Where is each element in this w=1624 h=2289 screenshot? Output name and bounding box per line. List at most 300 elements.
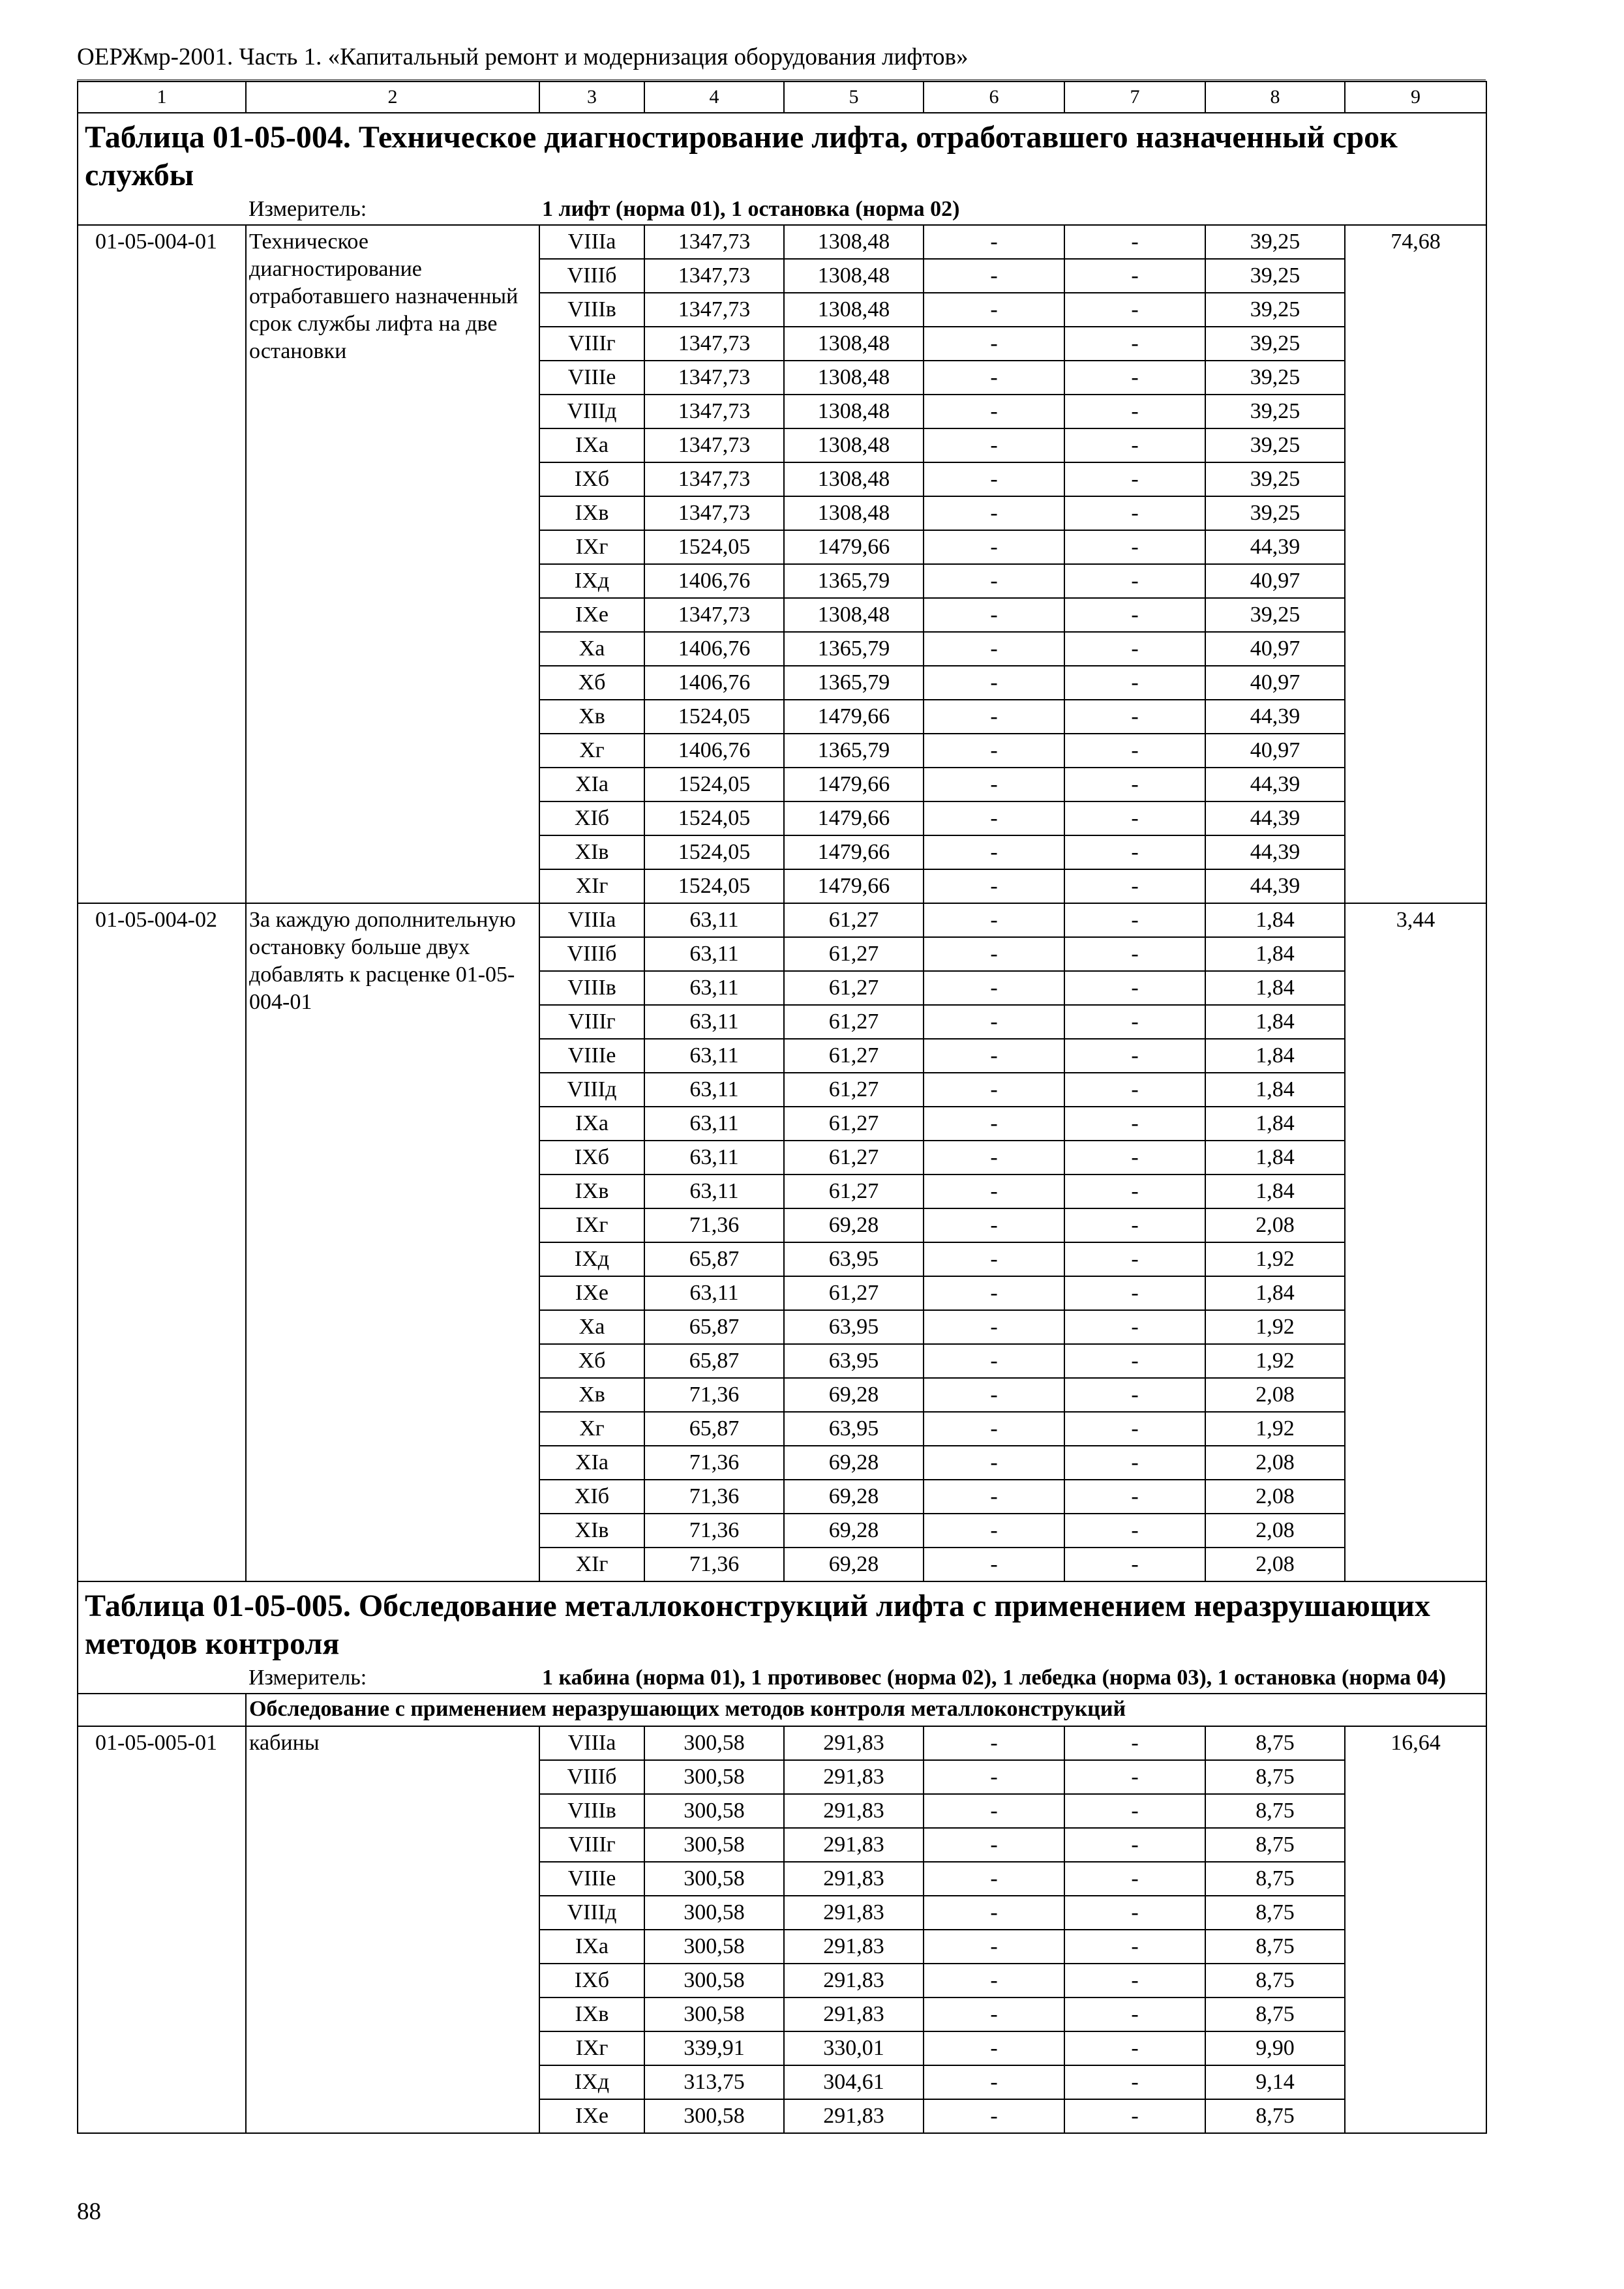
- table-cell: -: [924, 1039, 1064, 1073]
- table-cell: 71,36: [644, 1446, 784, 1480]
- table-cell: -: [1064, 1073, 1205, 1107]
- table-cell: -: [924, 1073, 1064, 1107]
- table-cell: 65,87: [644, 1344, 784, 1378]
- table-cell: 39,25: [1205, 428, 1345, 462]
- table-cell: XIг: [539, 869, 644, 903]
- table-cell: 1308,48: [784, 293, 924, 327]
- table-cell: VIIIг: [539, 1828, 644, 1862]
- table-cell: -: [924, 903, 1064, 937]
- table-cell: -: [924, 1107, 1064, 1141]
- table-cell: VIIIе: [539, 1039, 644, 1073]
- table-title: Таблица 01-05-005. Обследование металлоконструкций лифта с применением неразрушающих методов контроля: [78, 1581, 1486, 1663]
- table-cell: 69,28: [784, 1514, 924, 1548]
- table-cell: -: [924, 1514, 1064, 1548]
- table-cell: -: [924, 1480, 1064, 1514]
- table-cell: XIа: [539, 768, 644, 801]
- table-cell: 63,95: [784, 1242, 924, 1276]
- table-cell: 1365,79: [784, 632, 924, 666]
- table-cell: 44,39: [1205, 869, 1345, 903]
- table-cell: -: [1064, 564, 1205, 598]
- section-header-row: [78, 1694, 1486, 1726]
- table-cell: 69,28: [784, 1208, 924, 1242]
- table-cell: -: [1064, 801, 1205, 835]
- table-cell: 1524,05: [644, 768, 784, 801]
- table-cell: -: [924, 530, 1064, 564]
- table-cell: VIIIв: [539, 971, 644, 1005]
- table-cell: 300,58: [644, 1997, 784, 2031]
- table-cell: -: [1064, 1276, 1205, 1310]
- table-cell: -: [1064, 1997, 1205, 2031]
- column-number: 6: [924, 82, 1064, 113]
- table-cell: -: [1064, 327, 1205, 361]
- table-cell: 1,84: [1205, 1107, 1345, 1141]
- table-cell: -: [1064, 869, 1205, 903]
- table-cell: IXв: [539, 496, 644, 530]
- table-cell: 9,14: [1205, 2065, 1345, 2099]
- rate-col9: 74,68: [1345, 225, 1486, 903]
- table-cell: -: [1064, 1378, 1205, 1412]
- rate-code: 01-05-005-01: [78, 1726, 246, 2133]
- table-cell: -: [1064, 903, 1205, 937]
- table-cell: -: [924, 2099, 1064, 2133]
- table-row: [78, 225, 1486, 259]
- table-cell: -: [924, 1005, 1064, 1039]
- table-cell: 63,11: [644, 937, 784, 971]
- table-cell: 2,08: [1205, 1480, 1345, 1514]
- table-cell: -: [924, 1446, 1064, 1480]
- table-cell: 69,28: [784, 1378, 924, 1412]
- table-cell: -: [924, 937, 1064, 971]
- table-cell: 61,27: [784, 903, 924, 937]
- table-cell: 330,01: [784, 2031, 924, 2065]
- table-cell: -: [924, 1378, 1064, 1412]
- table-cell: 1406,76: [644, 734, 784, 768]
- table-cell: 291,83: [784, 1964, 924, 1997]
- table-cell: -: [924, 395, 1064, 428]
- table-cell: 1406,76: [644, 632, 784, 666]
- table-cell: -: [924, 1412, 1064, 1446]
- table-cell: 71,36: [644, 1514, 784, 1548]
- table-cell: 1308,48: [784, 496, 924, 530]
- table-cell: 1347,73: [644, 327, 784, 361]
- table-cell: 8,75: [1205, 1862, 1345, 1896]
- table-row: [78, 903, 1486, 937]
- table-cell: 63,95: [784, 1412, 924, 1446]
- table-cell: 300,58: [644, 1760, 784, 1794]
- table-cell: -: [1064, 666, 1205, 700]
- table-cell: -: [924, 462, 1064, 496]
- table-cell: -: [1064, 734, 1205, 768]
- table-cell: -: [1064, 700, 1205, 734]
- table-cell: 339,91: [644, 2031, 784, 2065]
- table-cell: -: [1064, 835, 1205, 869]
- table-cell: 63,11: [644, 903, 784, 937]
- table-cell: 2,08: [1205, 1446, 1345, 1480]
- table-cell: 1308,48: [784, 428, 924, 462]
- measure-spacer: [78, 1663, 246, 1694]
- table-cell: 65,87: [644, 1242, 784, 1276]
- table-cell: XIв: [539, 1514, 644, 1548]
- table-cell: -: [924, 1760, 1064, 1794]
- table-cell: 39,25: [1205, 259, 1345, 293]
- table-cell: 2,08: [1205, 1378, 1345, 1412]
- table-cell: 2,08: [1205, 1548, 1345, 1581]
- table-cell: -: [924, 768, 1064, 801]
- rate-col9: 3,44: [1345, 903, 1486, 1581]
- table-cell: 291,83: [784, 1862, 924, 1896]
- table-row: [78, 1726, 1486, 1760]
- table-cell: 291,83: [784, 1896, 924, 1930]
- table-cell: 63,11: [644, 1073, 784, 1107]
- table-cell: 1,84: [1205, 1005, 1345, 1039]
- table-cell: IXв: [539, 1997, 644, 2031]
- table-cell: Xб: [539, 666, 644, 700]
- table-cell: -: [1064, 1039, 1205, 1073]
- rate-col9: 16,64: [1345, 1726, 1486, 2133]
- table-cell: 1365,79: [784, 666, 924, 700]
- measure-value: 1 кабина (норма 01), 1 противовес (норма 02), 1 лебедка (норма 03), 1 остановка (норма 04): [539, 1663, 1486, 1694]
- table-cell: 1347,73: [644, 462, 784, 496]
- table-cell: 1308,48: [784, 361, 924, 395]
- table-cell: -: [1064, 1107, 1205, 1141]
- table-cell: 9,90: [1205, 2031, 1345, 2065]
- table-cell: VIIIв: [539, 293, 644, 327]
- table-cell: 300,58: [644, 1896, 784, 1930]
- table-cell: 1347,73: [644, 496, 784, 530]
- table-cell: 300,58: [644, 1964, 784, 1997]
- table-cell: -: [1064, 1726, 1205, 1760]
- table-cell: -: [1064, 971, 1205, 1005]
- table-title-row: [78, 113, 1486, 194]
- table-cell: 61,27: [784, 1276, 924, 1310]
- table-cell: 71,36: [644, 1378, 784, 1412]
- table-cell: 1524,05: [644, 801, 784, 835]
- table-cell: -: [924, 225, 1064, 259]
- table-cell: -: [1064, 1548, 1205, 1581]
- table-cell: -: [1064, 428, 1205, 462]
- table-cell: 1479,66: [784, 801, 924, 835]
- table-cell: -: [924, 700, 1064, 734]
- table-cell: IXа: [539, 1930, 644, 1964]
- table-cell: 1524,05: [644, 835, 784, 869]
- column-number: 1: [78, 82, 246, 113]
- table-cell: 1479,66: [784, 869, 924, 903]
- measure-row: [78, 1663, 1486, 1694]
- section-header-spacer: [78, 1694, 246, 1726]
- table-cell: 8,75: [1205, 1997, 1345, 2031]
- table-cell: IXа: [539, 1107, 644, 1141]
- table-cell: 40,97: [1205, 734, 1345, 768]
- table-cell: -: [924, 734, 1064, 768]
- table-cell: 291,83: [784, 1828, 924, 1862]
- table-cell: IXд: [539, 564, 644, 598]
- table-cell: 1479,66: [784, 835, 924, 869]
- table-cell: IXб: [539, 1141, 644, 1174]
- table-cell: IXб: [539, 462, 644, 496]
- table-cell: -: [924, 361, 1064, 395]
- table-cell: IXг: [539, 1208, 644, 1242]
- table-cell: 39,25: [1205, 293, 1345, 327]
- table-cell: 1308,48: [784, 598, 924, 632]
- table-cell: 65,87: [644, 1412, 784, 1446]
- table-cell: XIа: [539, 1446, 644, 1480]
- table-cell: -: [924, 428, 1064, 462]
- table-cell: 39,25: [1205, 598, 1345, 632]
- table-cell: 300,58: [644, 1930, 784, 1964]
- table-cell: 69,28: [784, 1480, 924, 1514]
- table-cell: 63,95: [784, 1310, 924, 1344]
- table-cell: 8,75: [1205, 1964, 1345, 1997]
- table-cell: 8,75: [1205, 1794, 1345, 1828]
- table-cell: 1,84: [1205, 971, 1345, 1005]
- table-cell: -: [1064, 2099, 1205, 2133]
- table-cell: -: [1064, 1310, 1205, 1344]
- table-cell: VIIIб: [539, 1760, 644, 1794]
- rates-table: [77, 81, 1487, 2134]
- table-cell: 61,27: [784, 971, 924, 1005]
- table-cell: -: [1064, 1208, 1205, 1242]
- table-cell: IXг: [539, 2031, 644, 2065]
- table-cell: 8,75: [1205, 1896, 1345, 1930]
- table-cell: 1,92: [1205, 1242, 1345, 1276]
- table-cell: 71,36: [644, 1480, 784, 1514]
- table-cell: 44,39: [1205, 801, 1345, 835]
- table-cell: -: [924, 835, 1064, 869]
- table-cell: -: [924, 1896, 1064, 1930]
- table-cell: 63,11: [644, 1174, 784, 1208]
- table-cell: 291,83: [784, 1726, 924, 1760]
- table-cell: -: [924, 971, 1064, 1005]
- table-cell: -: [924, 1242, 1064, 1276]
- table-cell: VIIIа: [539, 225, 644, 259]
- table-cell: 300,58: [644, 1794, 784, 1828]
- table-cell: -: [1064, 768, 1205, 801]
- table-cell: VIIIе: [539, 1862, 644, 1896]
- table-cell: 1,84: [1205, 1039, 1345, 1073]
- table-cell: -: [924, 1208, 1064, 1242]
- table-cell: 63,11: [644, 1141, 784, 1174]
- table-cell: -: [1064, 1174, 1205, 1208]
- table-cell: -: [924, 1997, 1064, 2031]
- table-cell: -: [1064, 1794, 1205, 1828]
- table-cell: 39,25: [1205, 225, 1345, 259]
- column-number: 4: [644, 82, 784, 113]
- table-cell: VIIIд: [539, 1896, 644, 1930]
- table-cell: 8,75: [1205, 2099, 1345, 2133]
- table-cell: -: [1064, 1005, 1205, 1039]
- table-cell: -: [1064, 1760, 1205, 1794]
- table-cell: 300,58: [644, 1726, 784, 1760]
- table-cell: -: [1064, 632, 1205, 666]
- table-cell: VIIIб: [539, 259, 644, 293]
- table-cell: -: [924, 259, 1064, 293]
- table-cell: 1347,73: [644, 225, 784, 259]
- table-cell: 39,25: [1205, 395, 1345, 428]
- table-cell: 300,58: [644, 1862, 784, 1896]
- table-cell: 1,84: [1205, 1174, 1345, 1208]
- table-cell: 8,75: [1205, 1828, 1345, 1862]
- table-cell: 63,11: [644, 1107, 784, 1141]
- table-cell: 8,75: [1205, 1726, 1345, 1760]
- table-cell: -: [924, 666, 1064, 700]
- rate-name: За каждую дополнительную остановку больше двух добавлять к расценке 01-05-004-01: [246, 903, 539, 1581]
- table-cell: 65,87: [644, 1310, 784, 1344]
- table-cell: Xг: [539, 734, 644, 768]
- table-cell: -: [1064, 395, 1205, 428]
- table-cell: -: [924, 1930, 1064, 1964]
- table-cell: -: [924, 1344, 1064, 1378]
- table-cell: VIIIа: [539, 903, 644, 937]
- table-cell: 61,27: [784, 937, 924, 971]
- running-header: ОЕРЖмр-2001. Часть 1. «Капитальный ремонт и модернизация оборудования лифтов»: [77, 39, 1486, 82]
- column-number: 7: [1064, 82, 1205, 113]
- table-cell: 44,39: [1205, 768, 1345, 801]
- table-cell: XIб: [539, 801, 644, 835]
- table-cell: -: [924, 869, 1064, 903]
- table-cell: 1479,66: [784, 768, 924, 801]
- table-cell: 63,95: [784, 1344, 924, 1378]
- table-cell: Xв: [539, 700, 644, 734]
- table-cell: 1365,79: [784, 564, 924, 598]
- table-cell: -: [924, 1276, 1064, 1310]
- table-cell: 1308,48: [784, 225, 924, 259]
- column-number: 3: [539, 82, 644, 113]
- table-cell: 313,75: [644, 2065, 784, 2099]
- column-number: 8: [1205, 82, 1345, 113]
- table-cell: -: [1064, 1930, 1205, 1964]
- table-cell: 69,28: [784, 1446, 924, 1480]
- table-cell: -: [1064, 598, 1205, 632]
- table-cell: -: [1064, 293, 1205, 327]
- table-cell: 44,39: [1205, 835, 1345, 869]
- rate-code: 01-05-004-02: [78, 903, 246, 1581]
- measure-label: Измеритель:: [246, 194, 539, 225]
- table-cell: 1,84: [1205, 1141, 1345, 1174]
- table-cell: Xв: [539, 1378, 644, 1412]
- table-cell: 8,75: [1205, 1930, 1345, 1964]
- table-cell: 291,83: [784, 1930, 924, 1964]
- table-cell: 61,27: [784, 1039, 924, 1073]
- table-cell: 300,58: [644, 2099, 784, 2133]
- table-cell: IXа: [539, 428, 644, 462]
- table-title-row: [78, 1581, 1486, 1663]
- table-cell: -: [1064, 1344, 1205, 1378]
- table-cell: VIIIг: [539, 327, 644, 361]
- table-cell: 61,27: [784, 1005, 924, 1039]
- table-cell: -: [924, 598, 1064, 632]
- table-cell: -: [924, 293, 1064, 327]
- table-cell: 1347,73: [644, 598, 784, 632]
- table-cell: -: [924, 1794, 1064, 1828]
- table-cell: -: [924, 1141, 1064, 1174]
- table-cell: -: [1064, 1480, 1205, 1514]
- table-cell: 1308,48: [784, 462, 924, 496]
- table-cell: -: [924, 632, 1064, 666]
- table-cell: 1347,73: [644, 361, 784, 395]
- table-cell: IXб: [539, 1964, 644, 1997]
- table-cell: 1,84: [1205, 1276, 1345, 1310]
- table-cell: 61,27: [784, 1073, 924, 1107]
- table-cell: 40,97: [1205, 666, 1345, 700]
- table-body: [78, 82, 1486, 2133]
- table-cell: 1365,79: [784, 734, 924, 768]
- table-cell: -: [1064, 1828, 1205, 1862]
- table-title: Таблица 01-05-004. Техническое диагностирование лифта, отработавшего назначенный срок службы: [78, 113, 1486, 194]
- table-cell: -: [924, 1548, 1064, 1581]
- table-cell: 300,58: [644, 1828, 784, 1862]
- table-cell: -: [1064, 225, 1205, 259]
- table-cell: -: [1064, 496, 1205, 530]
- table-cell: 304,61: [784, 2065, 924, 2099]
- table-cell: -: [1064, 1412, 1205, 1446]
- table-cell: XIв: [539, 835, 644, 869]
- table-cell: -: [924, 1828, 1064, 1862]
- table-cell: 1308,48: [784, 395, 924, 428]
- table-cell: 1479,66: [784, 530, 924, 564]
- table-cell: IXг: [539, 530, 644, 564]
- table-cell: 61,27: [784, 1174, 924, 1208]
- table-cell: 291,83: [784, 1997, 924, 2031]
- table-cell: IXе: [539, 2099, 644, 2133]
- table-cell: 2,08: [1205, 1208, 1345, 1242]
- table-cell: 1308,48: [784, 327, 924, 361]
- table-cell: 1,92: [1205, 1412, 1345, 1446]
- table-cell: 44,39: [1205, 700, 1345, 734]
- table-cell: -: [1064, 1862, 1205, 1896]
- column-number: 2: [246, 82, 539, 113]
- table-cell: 39,25: [1205, 327, 1345, 361]
- table-cell: 1347,73: [644, 293, 784, 327]
- table-cell: 1406,76: [644, 564, 784, 598]
- table-cell: IXд: [539, 1242, 644, 1276]
- table-cell: 63,11: [644, 971, 784, 1005]
- measure-value: 1 лифт (норма 01), 1 остановка (норма 02): [539, 194, 1486, 225]
- table-cell: -: [924, 801, 1064, 835]
- table-cell: 1,92: [1205, 1310, 1345, 1344]
- table-cell: -: [1064, 1446, 1205, 1480]
- table-cell: -: [1064, 2065, 1205, 2099]
- table-cell: 1479,66: [784, 700, 924, 734]
- table-cell: -: [1064, 937, 1205, 971]
- column-number-row: [78, 82, 1486, 113]
- table-cell: VIIIг: [539, 1005, 644, 1039]
- table-cell: -: [924, 1174, 1064, 1208]
- table-cell: 61,27: [784, 1141, 924, 1174]
- table-cell: -: [924, 1310, 1064, 1344]
- table-cell: 39,25: [1205, 496, 1345, 530]
- table-cell: -: [1064, 530, 1205, 564]
- table-cell: 71,36: [644, 1548, 784, 1581]
- measure-spacer: [78, 194, 246, 225]
- table-cell: -: [924, 2065, 1064, 2099]
- table-cell: 1308,48: [784, 259, 924, 293]
- table-cell: 71,36: [644, 1208, 784, 1242]
- table-cell: IXе: [539, 598, 644, 632]
- table-cell: 291,83: [784, 1760, 924, 1794]
- table-cell: 1347,73: [644, 428, 784, 462]
- column-number: 5: [784, 82, 924, 113]
- table-cell: 44,39: [1205, 530, 1345, 564]
- measure-row: [78, 194, 1486, 225]
- table-cell: -: [924, 327, 1064, 361]
- table-cell: -: [924, 1726, 1064, 1760]
- table-cell: 291,83: [784, 1794, 924, 1828]
- rate-name: кабины: [246, 1726, 539, 2133]
- table-cell: -: [1064, 259, 1205, 293]
- table-cell: Xг: [539, 1412, 644, 1446]
- table-cell: VIIIд: [539, 395, 644, 428]
- table-cell: 39,25: [1205, 462, 1345, 496]
